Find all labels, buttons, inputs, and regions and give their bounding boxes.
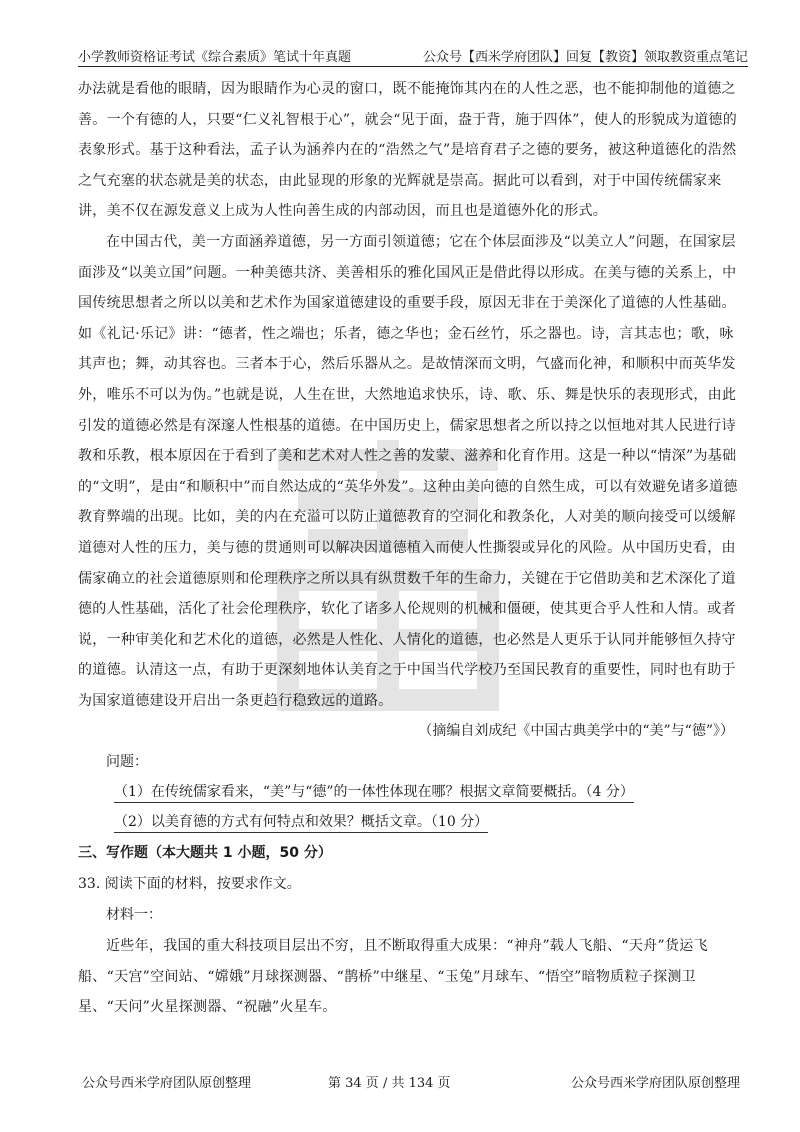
material-label: 材料一： — [106, 907, 162, 924]
paragraph-2: 在中国古代，美一方面涵养道德，另一方面引领道德；它在个体层面涉及“以美立人”问题，在国家层面涉及“以美立国”问题。一种美德共济、美善相乐的雅化国风正是借此得以形成。在美与德的关系上，中国传统思想者之所以以美和艺术作为国家道德建设的重要手段，原因无非在于美深化了道德的人性基础。如《礼记·乐记》讲：“德者，性之端也；乐者，德之华也；金石丝竹，乐之器也。诗，言其志也；歌，咏其声也；舞，动其容也。三者本于心，然后乐器从之。是故情深而文明，气盛而化神，和顺积中而英华发外，唯乐不可以为伪。”也就是说，人生在世，大然地追求快乐，诗、歌、乐、舞是快乐的表现形式，由此引发的道德必然是有深邃人性根基的道德。在中国历史上，儒家思想者之所以持之以恒地对其人民进行诗教和乐教，根本原因在于看到了美和艺术对人性之善的发蒙、滋养和化育作用。这是一种以“情深”为基础的“文明”，是由“和顺积中”而自然达成的“英华外发”。这种由美向德的自然生成，可以有效避免诸多道德教育弊端的出现。比如，美的内在充溢可以防止道德教育的空洞化和教条化，人对美的顺向接受可以缓解道德对人性的压力，美与德的贯通则可以解决因道德植入而使人性撕裂或异化的风险。从中国历史看，由儒家确立的社会道德原则和伦理秩序之所以具有纵贯数千年的生命力，关键在于它借助美和艺术深化了道德的人性基础，活化了社会伦理秩序，软化了诸多人伦规则的机械和僵硬，使其更合乎人性和人情。或者说，一种审美化和艺术化的道德，必然是人性化、人情化的道德，也必然是人更乐于认同并能够恒久持守的道德。认清这一点，有助于更深刻地体认美育之于中国当代学校乃至国民教育的重要性，同时也有助于为国家道德建设开启出一条更趋行稳致远的道路。 — [78, 233, 738, 709]
document-body — [78, 74, 744, 1023]
paragraph-1: 办法就是看他的眼睛，因为眼睛作为心灵的窗口，既不能掩饰其内在的人性之恶，也不能抑制他的道德之善。一个有德的人，只要“仁义礼智根于心”，就会“见于面，盎于背，施于四体”，使人的形貌成为道德的表象形式。基于这种看法，孟子认为涵养内在的“浩然之气”是培育君子之德的要务，被这种道德化的浩然之气充塞的状态就是美的状态，由此显现的形象的光辉就是崇高。据此可以看到，对于中国传统儒家来讲，美不仅在源发意义上成为人性向善生成的内部动因，而且也是道德外化的形式。 — [78, 81, 738, 220]
material-text: 近些年，我国的重大科技项目层出不穷，且不断取得重大成果：“神舟”载人飞船、“天舟”货运飞船、“天宫”空间站、“嫦娥”月球探测器、“鹊桥”中继星、“玉兔”月球车、“悟空”暗物质粒子探测卫星、“天问”火星探测器、“祝融”火星车。 — [78, 938, 708, 1016]
footer-left: 公众号西米学府团队原创整理 — [82, 1076, 252, 1091]
page-header — [78, 44, 748, 67]
header-title: 小学教师资格证考试《综合素质》笔试十年真题 — [78, 50, 352, 65]
question-2-text: （2）以美育德的方式有何特点和效果？概括文章。（10 分） — [114, 814, 488, 833]
question-1-text: （1）在传统儒家看来，“美”与“德”的一体性体现在哪？根据文章简要概括。（4 分） — [114, 784, 634, 803]
header-promo: 公众号【西米学府团队】回复【教资】领取教资重点笔记 — [422, 50, 748, 65]
questions-label: 问题： — [106, 754, 148, 771]
page-number: 第 34 页 / 共 134 页 — [328, 1076, 451, 1091]
question-1 — [78, 777, 744, 807]
footer-right: 公众号西米学府团队原创整理 — [570, 1076, 740, 1091]
source-citation: （摘编自刘成纪《中国古典美学中的“美”与“德”》） — [418, 723, 734, 740]
question-33: 33. 阅读下面的材料，按要求作文。 — [78, 876, 301, 893]
question-2 — [78, 807, 744, 837]
section-title: 三、写作题（本大题共 1 小题，50 分） — [78, 845, 332, 862]
